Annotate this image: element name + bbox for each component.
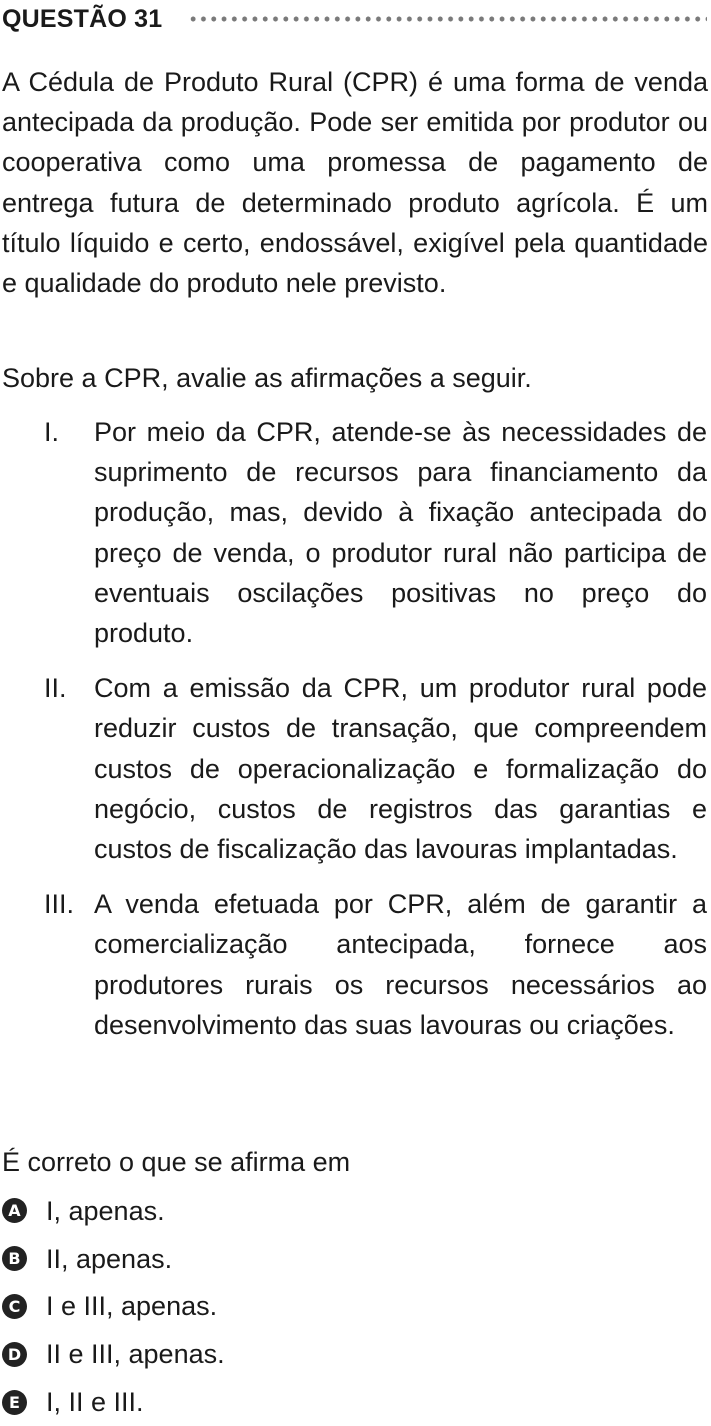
- option-e[interactable]: [2, 1378, 708, 1426]
- statement-text: Com a emissão da CPR, um produtor rural pode reduzir custos de transação, que compreendem custos de operacionalização e formalização do negócio, custos de registros das garantias e custos de fiscalização das lavouras implantadas.: [94, 673, 707, 865]
- statement-text: A venda efetuada por CPR, além de garantir a comercialização antecipada, fornece aos produtores rurais os recursos necessários ao desenvolvimento das suas lavouras ou criações.: [94, 889, 707, 1040]
- option-text: II, apenas.: [46, 1243, 173, 1274]
- option-letter-badge: B: [2, 1246, 27, 1271]
- option-text: I, II e III.: [46, 1387, 144, 1418]
- statement-1: [0, 412, 711, 653]
- statement-2: [0, 668, 711, 869]
- option-a[interactable]: [2, 1187, 708, 1235]
- question-header: [2, 4, 707, 34]
- option-letter-badge: A: [2, 1198, 27, 1223]
- option-text: I e III, apenas.: [46, 1291, 218, 1322]
- question-stem: É correto o que se afirma em: [2, 1147, 351, 1177]
- question-title: QUESTÃO 31: [2, 4, 163, 33]
- option-letter-badge: C: [2, 1294, 27, 1319]
- option-text: II e III, apenas.: [46, 1339, 225, 1370]
- option-letter-badge: D: [2, 1342, 27, 1367]
- statement-numeral: III.: [44, 889, 75, 920]
- statements-list: [0, 412, 711, 1045]
- option-b[interactable]: [2, 1235, 708, 1283]
- statement-numeral: I.: [44, 417, 60, 447]
- statement-text: Por meio da CPR, atende-se às necessidades de suprimento de recursos para financiamento da produção, mas, devido à fixação antecipada do preço de venda, o produtor rural não participa de eventuais oscilações positivas no preço do produto.: [94, 417, 707, 649]
- option-d[interactable]: [2, 1330, 708, 1378]
- dotted-divider: [188, 16, 707, 22]
- answer-options: [2, 1187, 708, 1426]
- statement-3: [0, 884, 711, 1045]
- statements-prompt: Sobre a CPR, avalie as afirmações a seguir.: [2, 363, 532, 393]
- intro-paragraph: A Cédula de Produto Rural (CPR) é uma forma de venda antecipada da produção. Pode ser emitida por produtor ou cooperativa como uma promessa de pagamento de entrega futura de determinado produto agrícola. É um título líquido e certo, endossável, exigível pela quantidade e qualidade do produto nele previsto.: [2, 67, 708, 299]
- statement-numeral: II.: [44, 673, 67, 704]
- option-text: I, apenas.: [46, 1195, 165, 1226]
- option-c[interactable]: [2, 1283, 708, 1331]
- option-letter-badge: E: [2, 1390, 27, 1415]
